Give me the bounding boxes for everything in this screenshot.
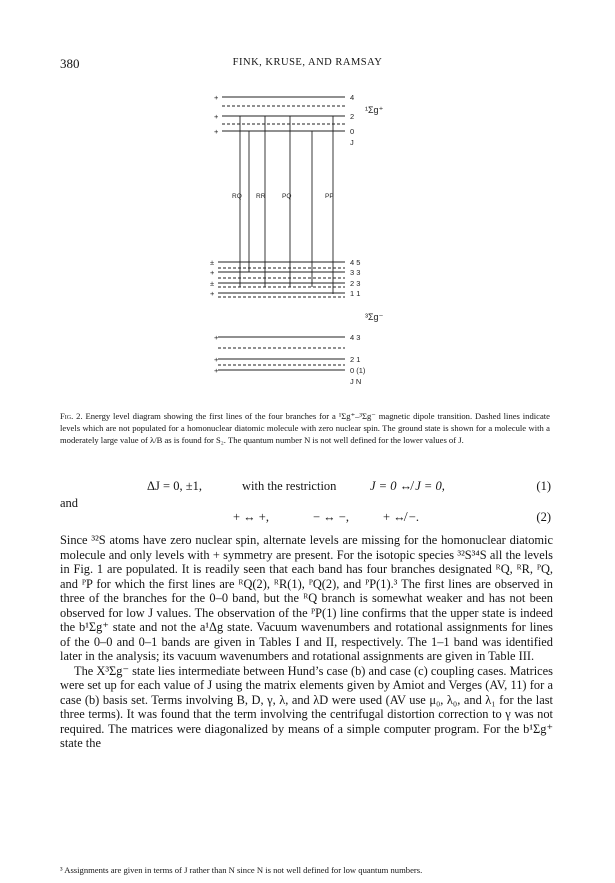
lower-state-label: ³Σg⁻ xyxy=(365,312,384,322)
upper-state-label: ¹Σg⁺ xyxy=(365,105,384,115)
lower-level-label: 1 1 xyxy=(350,289,361,298)
branch-label-rq: RQ xyxy=(232,193,242,200)
upper-j-header: J xyxy=(350,138,354,147)
paragraph-1: Since ³²S atoms have zero nuclear spin, alternate levels are missing for the homonuclear diatomic molecule and only levels with + symmetry are present. For the isotopic species ³²S³⁴S all the levels in Fig. 1 are populated. It is readily seen that each band has four branches designated ᴿQ, ᴿR, ᴾQ, and ᴾP for which the first lines are ᴿQ(2), ᴿR(1), ᴾQ(2), and ᴾP(1).³ The first lines are observed in three of the branches for the 0–0 band, but the ᴿQ branch is somewhat weaker and has not been observed for low J values. The observation of the ᴾP(1) line confirms that the upper state is indeed the b¹Σg⁺ state and not the a¹Δg state. Vacuum wavenumbers and rotational assignments for lines of the 0–0 and 0–1 bands are given in Tables I and II, respectively. The 1–1 band was identified later in the analysis; its vacuum wavenumbers and rotational assignments are given in Table III. xyxy=(60,533,553,663)
equation-1-rule: J = 0 ↮ J = 0, xyxy=(370,479,445,493)
lower-jn-header: J N xyxy=(350,377,362,386)
caption-lead: Fig. 2. xyxy=(60,411,83,421)
svg-text:+: + xyxy=(214,333,219,342)
svg-text:±: ± xyxy=(210,279,215,288)
page-number: 380 xyxy=(60,56,80,71)
branch-label-rr: RR xyxy=(256,193,266,200)
parity-signs xyxy=(210,93,219,375)
lower-level-label: 4 5 xyxy=(350,258,361,267)
lower-level-label: 2 3 xyxy=(350,279,361,288)
equation-2-a: + ↔ +, xyxy=(233,510,269,524)
branch-label-pp: PP xyxy=(325,193,334,200)
footnote: ³ Assignments are given in terms of J rather than N since N is not well defined for low quantum numbers. xyxy=(60,865,423,875)
upper-j-label: 4 xyxy=(350,93,355,102)
svg-text:+: + xyxy=(210,289,215,298)
lower-level-label: 0 (1) xyxy=(350,366,366,375)
svg-text:+: + xyxy=(214,112,219,121)
lower-level-label: 2 1 xyxy=(350,355,361,364)
and-connector: and xyxy=(60,496,79,510)
energy-level-diagram xyxy=(0,0,615,400)
figure-caption xyxy=(60,410,550,446)
branch-label-pq: PQ xyxy=(282,193,292,200)
equation-2-c: + ↮ −. xyxy=(383,510,419,524)
lower-level-label: 4 3 xyxy=(350,333,361,342)
svg-text:+: + xyxy=(214,355,219,364)
svg-text:+: + xyxy=(214,93,219,102)
upper-j-label: 0 xyxy=(350,127,355,136)
svg-text:+: + xyxy=(214,127,219,136)
equation-1-number: (1) xyxy=(536,479,551,493)
equation-1-selection: ΔJ = 0, ±1, xyxy=(147,479,202,493)
equation-2-b: − ↔ −, xyxy=(313,510,349,524)
body-text xyxy=(60,533,553,751)
lower-level-label: 3 3 xyxy=(350,268,361,277)
caption-text: Energy level diagram showing the first lines of the four branches for a ¹Σg⁺–³Σg⁻ magnetic dipole transition. Dashed lines indicate levels which are not populated for a homonuclear diatomic molecule with zero nuclear spin. The ground state is shown for a molecule with a moderately large value of λ/B as is found for S₂. The quantum number N is not well defined for the lower values of J. xyxy=(60,411,550,445)
running-title: FINK, KRUSE, AND RAMSAY xyxy=(232,57,383,68)
upper-j-label: 2 xyxy=(350,112,355,121)
svg-text:±: ± xyxy=(210,258,215,267)
equation-1-restriction: with the restriction xyxy=(242,479,337,493)
paragraph-2: The X³Σg⁻ state lies intermediate between Hund’s case (b) and case (c) coupling cases. Matrices were set up for each value of J using the matrix elements given by Amiot and Verges (AV, 11) for a case (b) basis set. Terms involving B, D, γ, λ, and λD were used (AV use μ₀, λ₀, and λ₁ for the last three terms). It was found that the term involving the centrifugal distortion correction to γ was not required. The matrices were diagonalized by means of a simple computer program. For the b¹Σg⁺ state the xyxy=(60,663,553,750)
svg-text:+: + xyxy=(210,268,215,277)
svg-text:+: + xyxy=(214,366,219,375)
equation-2-number: (2) xyxy=(536,510,551,524)
